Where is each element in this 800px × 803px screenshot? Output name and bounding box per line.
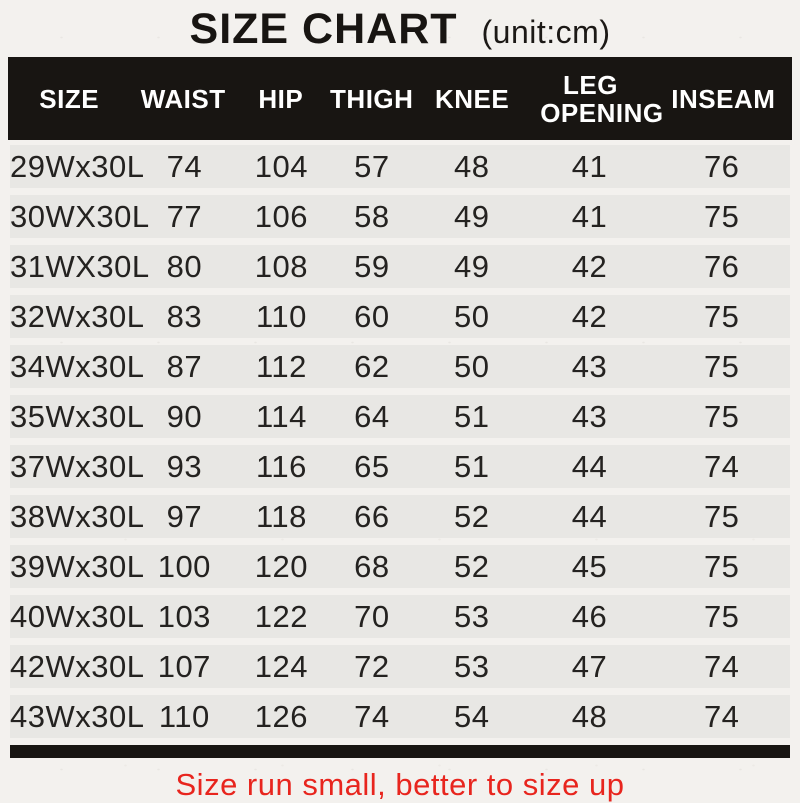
measurement-cell: 42: [571, 248, 608, 284]
measurement-cell: 110: [158, 698, 210, 734]
column-header-size: SIZE: [39, 83, 100, 114]
table-body: [10, 145, 790, 738]
measurement-cell: 74: [166, 148, 203, 184]
measurement-cell: 116: [255, 448, 307, 484]
size-label-cell: 43Wx30L: [10, 698, 145, 734]
measurement-cell: 112: [255, 348, 307, 384]
size-label-cell: 31WX30L: [10, 248, 150, 284]
measurement-cell: 51: [453, 448, 490, 484]
measurement-cell: 75: [703, 298, 740, 334]
measurement-cell: 75: [703, 498, 740, 534]
measurement-cell: 90: [166, 398, 203, 434]
measurement-cell: 41: [571, 148, 608, 184]
measurement-cell: 43: [571, 348, 608, 384]
page-title: SIZE CHART: [189, 5, 458, 53]
measurement-cell: 54: [453, 698, 490, 734]
measurement-cell: 80: [166, 248, 203, 284]
measurement-cell: 76: [703, 148, 740, 184]
measurement-cell: 87: [166, 348, 203, 384]
size-label-cell: 39Wx30L: [10, 548, 145, 584]
measurement-cell: 77: [166, 198, 203, 234]
measurement-cell: 42: [571, 298, 608, 334]
size-label-cell: 30WX30L: [10, 198, 150, 234]
measurement-cell: 75: [703, 348, 740, 384]
measurement-cell: 97: [166, 498, 203, 534]
table-bottom-bar: [10, 745, 790, 758]
measurement-cell: 120: [254, 548, 309, 584]
measurement-cell: 48: [571, 698, 608, 734]
measurement-cell: 46: [571, 598, 608, 634]
measurement-cell: 100: [157, 548, 211, 584]
table-row: [10, 395, 790, 438]
measurement-cell: 72: [354, 648, 390, 684]
measurement-cell: 126: [254, 698, 309, 734]
table-row: [10, 595, 790, 638]
table-header-row: [8, 57, 792, 140]
measurement-cell: 50: [453, 348, 490, 384]
measurement-cell: 52: [453, 548, 490, 584]
measurement-cell: 124: [254, 648, 309, 684]
column-header-inseam: INSEAM: [671, 83, 776, 114]
column-header-leg-opening: LEG OPENING: [540, 69, 664, 128]
table-row: [10, 545, 790, 588]
measurement-cell: 59: [354, 248, 390, 284]
table-row: [10, 695, 790, 738]
measurement-cell: 65: [354, 448, 390, 484]
column-header-thigh: THIGH: [330, 83, 414, 114]
table-row: [10, 145, 790, 188]
measurement-cell: 75: [703, 598, 740, 634]
measurement-cell: 50: [453, 298, 490, 334]
measurement-cell: 57: [354, 148, 390, 184]
measurement-cell: 68: [354, 548, 390, 584]
size-label-cell: 35Wx30L: [10, 398, 145, 434]
measurement-cell: 114: [255, 398, 307, 434]
measurement-cell: 43: [571, 398, 608, 434]
size-label-cell: 32Wx30L: [10, 298, 145, 334]
measurement-cell: 45: [571, 548, 608, 584]
measurement-cell: 49: [453, 198, 490, 234]
chart-title-row: [0, 0, 800, 57]
column-header-hip: HIP: [258, 83, 304, 114]
table-row: [10, 445, 790, 488]
measurement-cell: 75: [703, 198, 740, 234]
measurement-cell: 66: [354, 498, 390, 534]
measurement-cell: 48: [453, 148, 490, 184]
measurement-cell: 76: [703, 248, 740, 284]
table-row: [10, 295, 790, 338]
measurement-cell: 49: [453, 248, 490, 284]
measurement-cell: 74: [703, 698, 740, 734]
table-row: [10, 245, 790, 288]
measurement-cell: 107: [157, 648, 211, 684]
measurement-cell: 44: [571, 498, 608, 534]
size-advice-note: Size run small, better to size up: [175, 767, 625, 802]
measurement-cell: 51: [453, 398, 490, 434]
measurement-cell: 110: [255, 298, 307, 334]
measurement-cell: 53: [453, 598, 490, 634]
measurement-cell: 74: [703, 448, 740, 484]
measurement-cell: 60: [354, 298, 390, 334]
size-label-cell: 29Wx30L: [10, 148, 145, 184]
measurement-cell: 118: [255, 498, 307, 534]
measurement-cell: 47: [571, 648, 608, 684]
measurement-cell: 103: [157, 598, 211, 634]
measurement-cell: 62: [354, 348, 390, 384]
measurement-cell: 70: [354, 598, 390, 634]
size-label-cell: 34Wx30L: [10, 348, 145, 384]
table-row: [10, 345, 790, 388]
measurement-cell: 75: [703, 548, 740, 584]
measurement-cell: 64: [354, 398, 390, 434]
size-label-cell: 42Wx30L: [10, 648, 145, 684]
measurement-cell: 41: [571, 198, 608, 234]
measurement-cell: 53: [453, 648, 490, 684]
measurement-cell: 83: [166, 298, 203, 334]
measurement-cell: 104: [254, 148, 309, 184]
size-label-cell: 38Wx30L: [10, 498, 145, 534]
size-label-cell: 40Wx30L: [10, 598, 145, 634]
column-header-waist: WAIST: [140, 83, 226, 114]
measurement-cell: 122: [254, 598, 309, 634]
measurement-cell: 106: [254, 198, 309, 234]
measurement-cell: 93: [166, 448, 203, 484]
measurement-cell: 52: [453, 498, 490, 534]
table-row: [10, 495, 790, 538]
column-header-knee: KNEE: [434, 83, 510, 114]
table-row: [10, 645, 790, 688]
measurement-cell: 75: [703, 398, 740, 434]
measurement-cell: 108: [254, 248, 309, 284]
measurement-cell: 44: [571, 448, 608, 484]
table-row: [10, 195, 790, 238]
measurement-cell: 74: [703, 648, 740, 684]
measurement-cell: 58: [354, 198, 390, 234]
unit-label: (unit:cm): [481, 14, 611, 50]
size-label-cell: 37Wx30L: [10, 448, 145, 484]
measurement-cell: 74: [354, 698, 390, 734]
